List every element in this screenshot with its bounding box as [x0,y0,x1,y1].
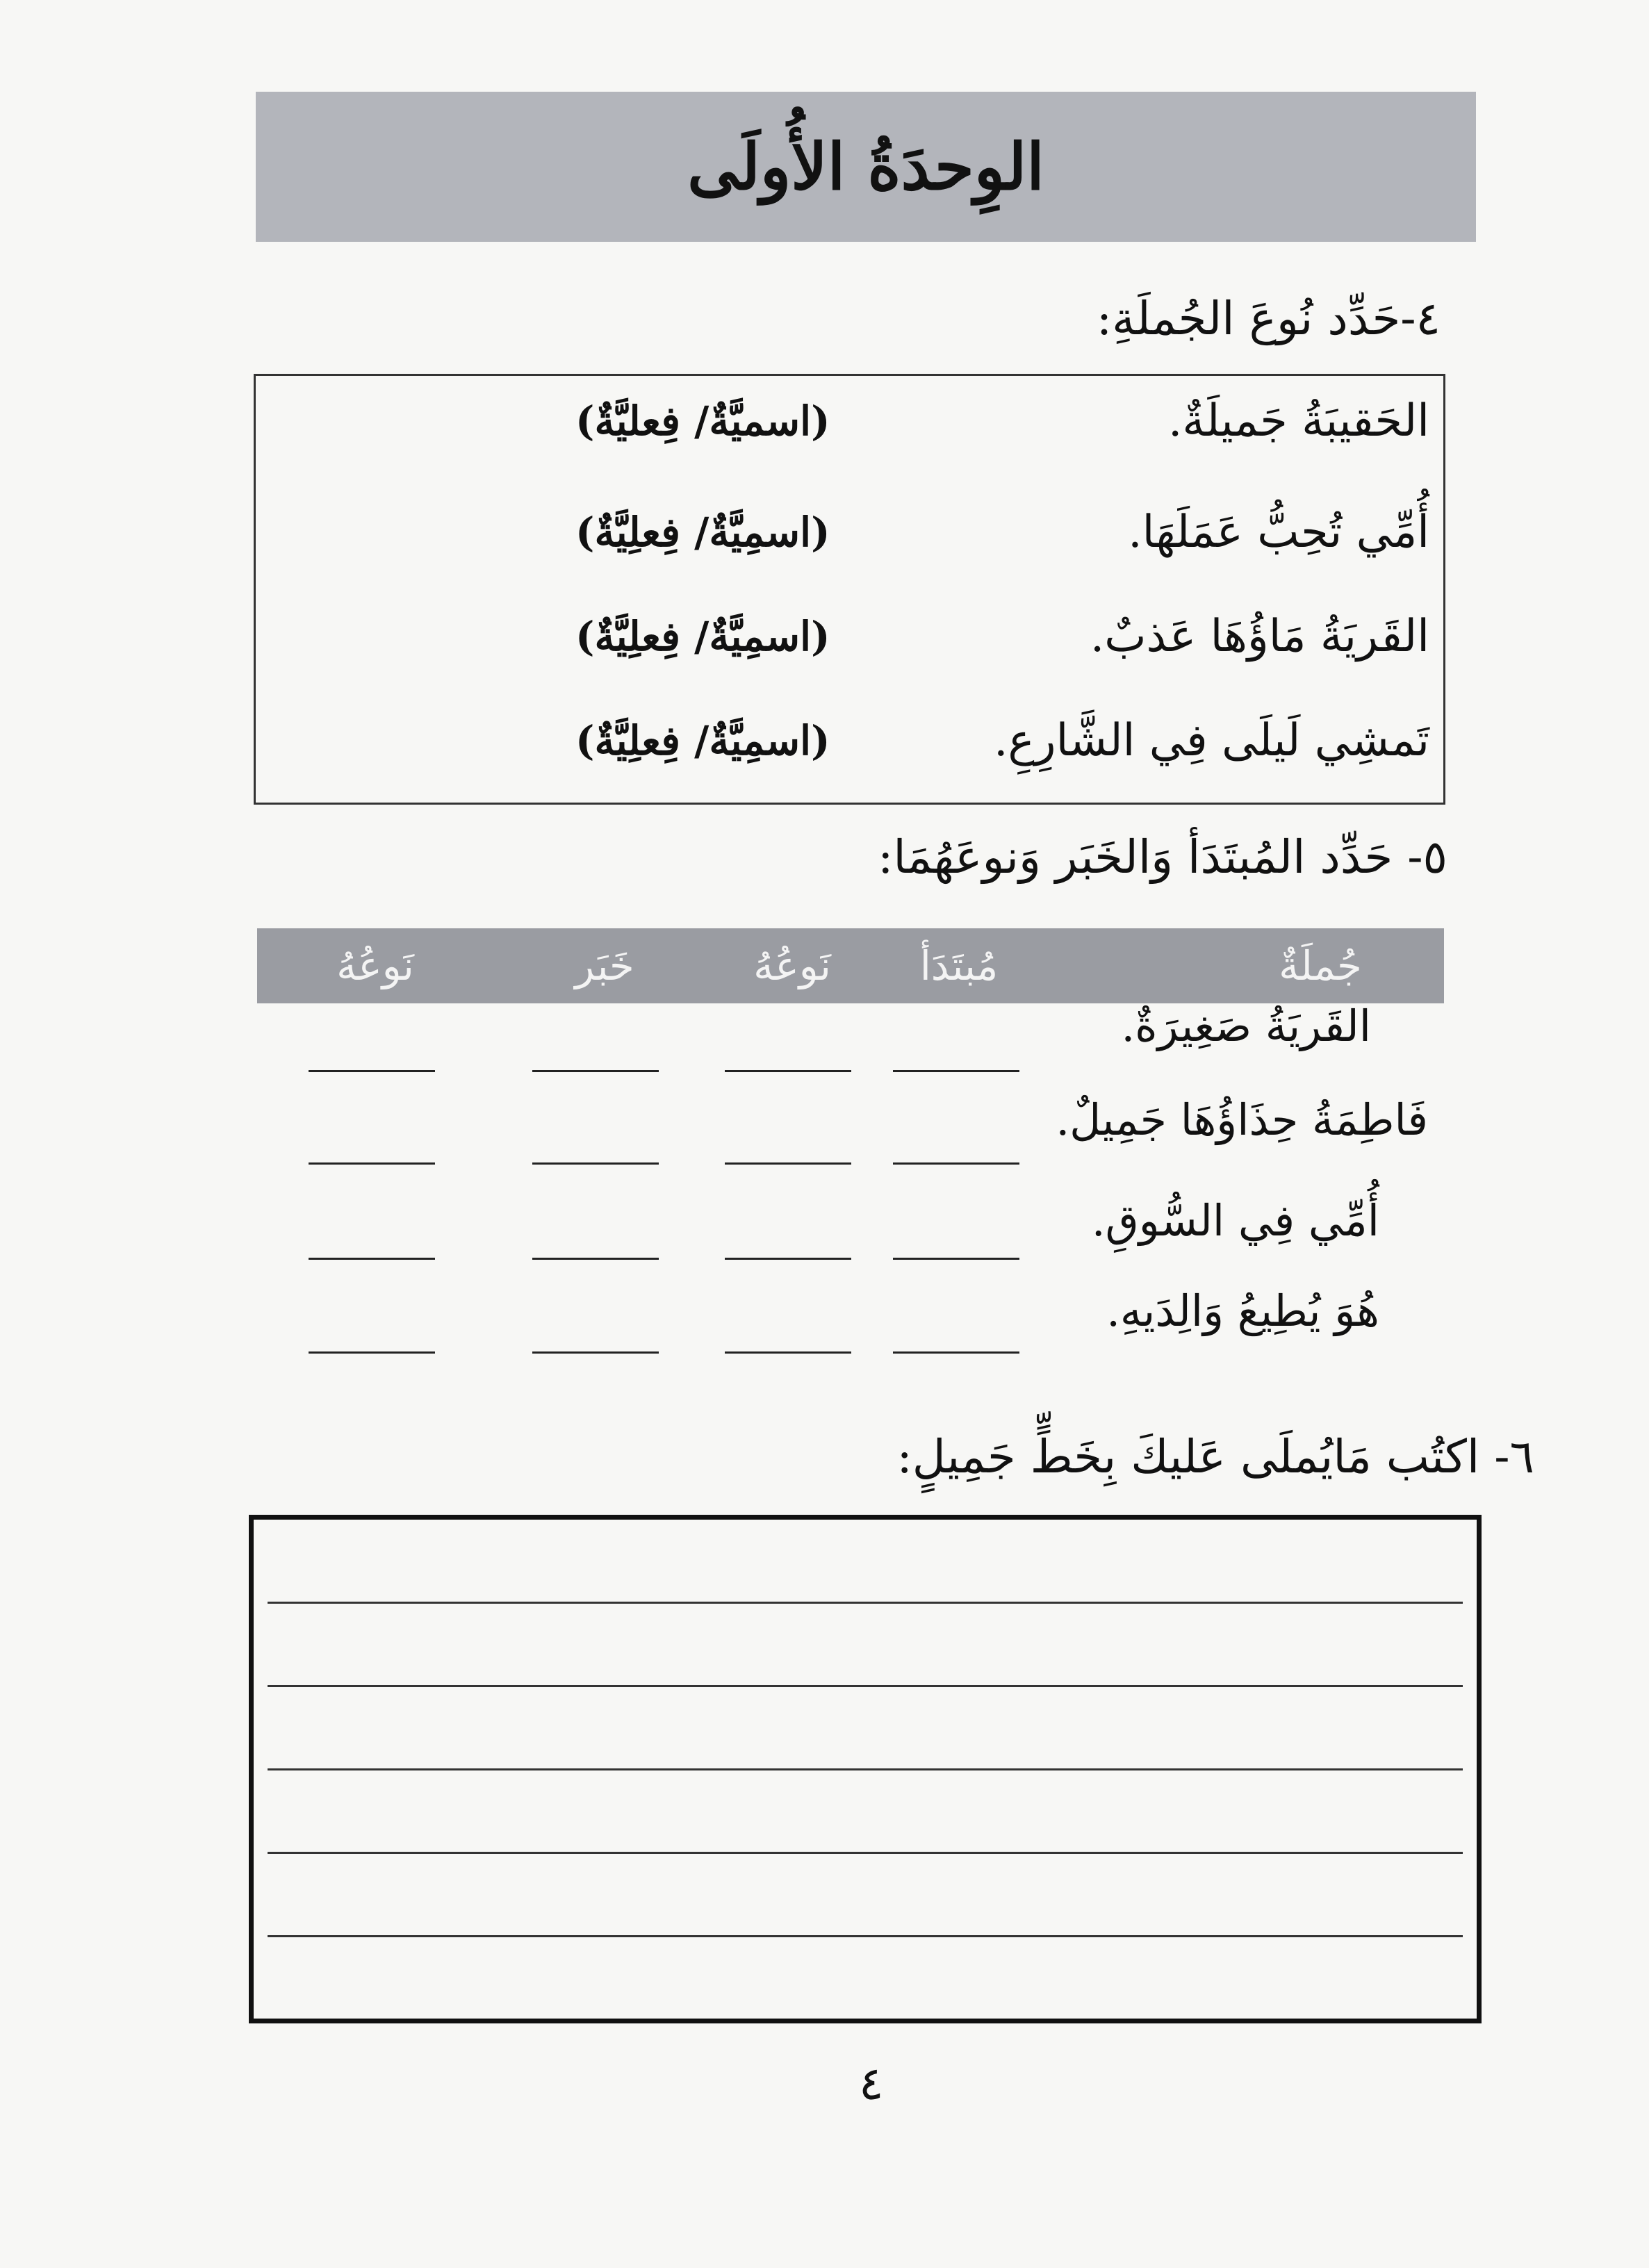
exercise5-header-bar [257,928,1444,1003]
answer-blank[interactable] [725,1258,851,1260]
exercise5-sentence: القَريَةُ صَغِيرَةٌ. [1121,1001,1371,1051]
answer-blank[interactable] [309,1351,435,1354]
dictation-box[interactable] [249,1515,1482,2023]
writing-line[interactable] [268,1602,1463,1604]
writing-line[interactable] [268,1685,1463,1687]
answer-blank[interactable] [893,1070,1019,1072]
exercise4-heading: ٤-حَدِّد نُوعَ الجُملَةِ: [1096,292,1441,345]
column-header-sentence: جُملَةٌ [1279,942,1362,989]
exercise5-sentence: أُمِّي فِي السُّوقِ. [1091,1195,1379,1246]
column-header-predicate-type: نَوعُهُ [336,942,414,989]
exercise4-choice[interactable]: (اسمِيَّةٌ/ فِعلِيَّةٌ) [575,613,830,660]
exercise4-sentence: الحَقيبَةُ جَميلَةٌ. [1168,395,1429,447]
exercise4-sentence: أُمِّي تُحِبُّ عَمَلَهَا. [1128,507,1429,558]
answer-blank[interactable] [725,1162,851,1165]
exercise4-choice[interactable]: (اسمِيَّةٌ/ فِعلِيَّةٌ) [575,509,830,556]
writing-line[interactable] [268,1935,1463,1937]
writing-line[interactable] [268,1852,1463,1854]
exercise5-sentence: فَاطِمَةُ حِذَاؤُهَا جَمِيلٌ. [1056,1094,1428,1145]
answer-blank[interactable] [532,1070,659,1072]
exercise4-row [256,376,1443,466]
unit-banner [256,92,1476,242]
answer-blank[interactable] [309,1070,435,1072]
answer-blank[interactable] [309,1258,435,1260]
answer-blank[interactable] [893,1258,1019,1260]
exercise4-choice[interactable]: (اسميَّةٌ/ فِعليَّةٌ) [575,397,830,445]
exercise5-heading: ٥- حَدِّد المُبتَدَأ وَالخَبَر وَنوعَهُمَا: [878,830,1447,884]
answer-blank[interactable] [532,1258,659,1260]
exercise6-heading: ٦- اكتُب مَايُملَى عَليكَ بِخَطٍّ جَمِيلٍ: [896,1430,1534,1484]
answer-blank[interactable] [309,1162,435,1165]
answer-blank[interactable] [532,1162,659,1165]
exercise4-sentence: القَريَةُ مَاؤُهَا عَذبٌ. [1090,611,1429,662]
answer-blank[interactable] [725,1070,851,1072]
exercise4-sentence: تَمشِي لَيلَى فِي الشَّارِعِ. [994,715,1429,766]
unit-title: الوِحدَةُ الأُولَى [687,129,1044,204]
exercise4-row [256,591,1443,682]
page-number: ٤ [859,2057,884,2110]
writing-line[interactable] [268,1768,1463,1770]
exercise4-row [256,696,1443,786]
exercise5-sentence: هُوَ يُطِيعُ وَالِدَيهِ. [1106,1285,1379,1336]
column-header-subject-type: نَوعُهُ [753,942,831,989]
answer-blank[interactable] [893,1351,1019,1354]
answer-blank[interactable] [893,1162,1019,1165]
answer-blank[interactable] [725,1351,851,1354]
exercise4-row [256,487,1443,577]
exercise4-choice[interactable]: (اسمِيَّةٌ/ فِعلِيَّةٌ) [575,717,830,764]
column-header-predicate: خَبَر [575,942,634,989]
exercise4-box [254,374,1445,805]
column-header-subject: مُبتَدَأ [919,942,999,989]
answer-blank[interactable] [532,1351,659,1354]
